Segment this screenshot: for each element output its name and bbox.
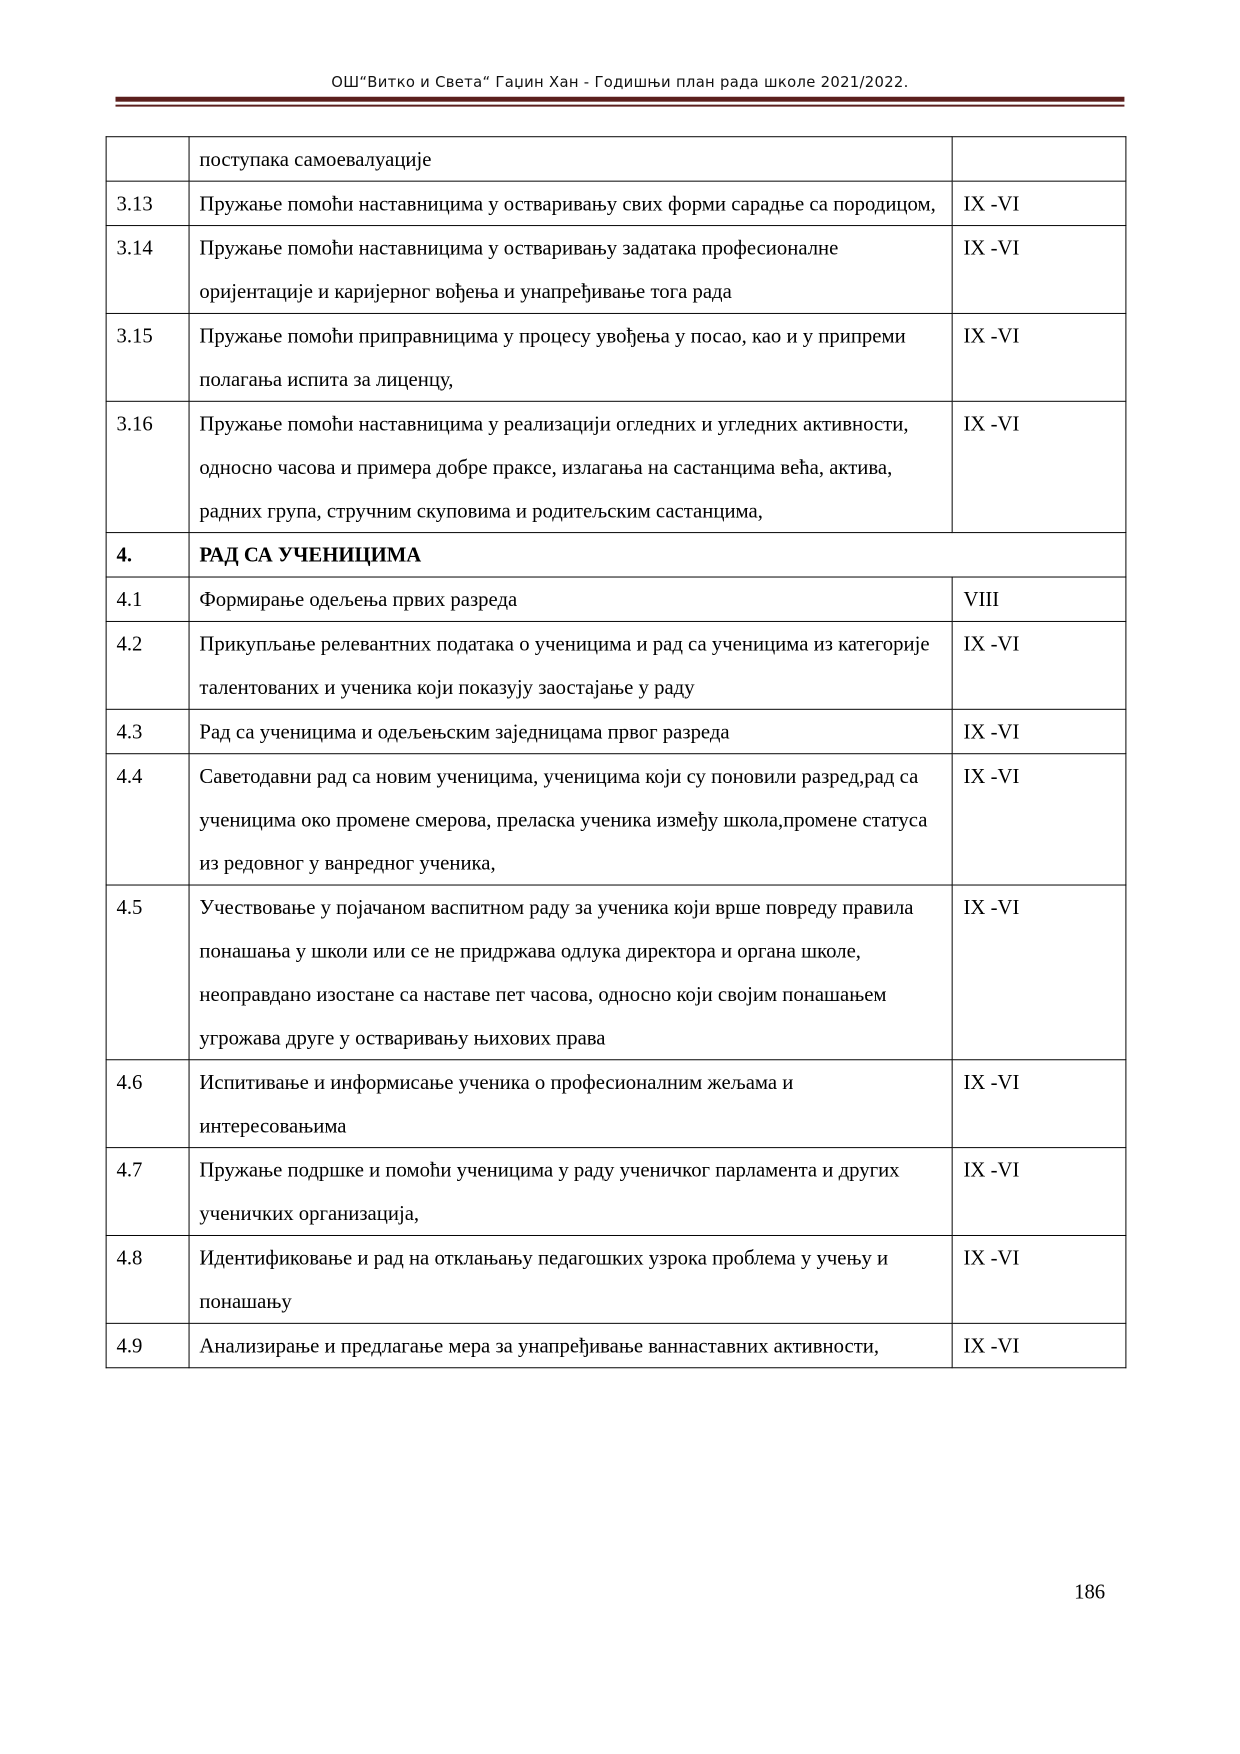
row-activity: поступака самоевалуације bbox=[189, 137, 952, 181]
row-activity: Пружање помоћи наставницима у остваривању свих форми сарадње са породицом, bbox=[189, 181, 952, 225]
row-number: 3.14 bbox=[106, 226, 189, 314]
row-number: 4.3 bbox=[106, 709, 189, 753]
row-number: 4.8 bbox=[106, 1235, 189, 1323]
row-period: IX -VI bbox=[952, 885, 1126, 1060]
row-number: 4. bbox=[106, 533, 189, 577]
header-rule-thin bbox=[116, 105, 1125, 106]
row-number bbox=[106, 137, 189, 181]
row-number: 4.6 bbox=[106, 1060, 189, 1148]
row-activity: Идентификовање и рад на отклањању педагошких узрока проблема у учењу и понашању bbox=[189, 1235, 952, 1323]
table-row bbox=[106, 885, 1126, 1060]
section-row bbox=[106, 533, 1126, 577]
row-period bbox=[952, 137, 1126, 181]
row-activity: Пружање подршке и помоћи ученицима у раду ученичког парламента и других ученичких организација, bbox=[189, 1148, 952, 1236]
table-row bbox=[106, 1060, 1126, 1148]
table-row bbox=[106, 401, 1126, 532]
row-activity: Пружање помоћи наставницима у реализацији огледних и угледних активности, односно часова и примера добре праксе, излагања на састанцима већа, актива, радних група, стручним скуповима и родитељским састанцима, bbox=[189, 401, 952, 532]
row-period: IX -VI bbox=[952, 401, 1126, 532]
table-row bbox=[106, 137, 1126, 181]
row-activity: Испитивање и информисање ученика о професионалним жељама и интересовањима bbox=[189, 1060, 952, 1148]
row-number: 3.15 bbox=[106, 313, 189, 401]
row-period: IX -VI bbox=[952, 1235, 1126, 1323]
row-period: IX -VI bbox=[952, 621, 1126, 709]
table-row bbox=[106, 313, 1126, 401]
row-period: IX -VI bbox=[952, 313, 1126, 401]
table-row bbox=[106, 1323, 1126, 1367]
row-activity: Рад са ученицима и одељењским заједницама првог разреда bbox=[189, 709, 952, 753]
table-row bbox=[106, 181, 1126, 225]
row-period: IX -VI bbox=[952, 1148, 1126, 1236]
table-row bbox=[106, 577, 1126, 621]
row-activity: Анализирање и предлагање мера за унапређивање ваннаставних активности, bbox=[189, 1323, 952, 1367]
activity-table bbox=[106, 136, 1127, 1368]
row-activity: Формирање одељења првих разреда bbox=[189, 577, 952, 621]
row-activity: Саветодавни рад са новим ученицима, ученицима који су поновили разред,рад са ученицима око промене смерова, преласка ученика између школа,промене статуса из редовног у ванредног ученика, bbox=[189, 754, 952, 885]
table-row bbox=[106, 226, 1126, 314]
document-header: ОШ“Витко и Света“ Гаџин Хан - Годишњи план рада школе 2021/2022. bbox=[331, 73, 909, 91]
row-number: 4.9 bbox=[106, 1323, 189, 1367]
row-number: 3.13 bbox=[106, 181, 189, 225]
table-row bbox=[106, 754, 1126, 885]
row-period: IX -VI bbox=[952, 1323, 1126, 1367]
table-row bbox=[106, 1148, 1126, 1236]
row-number: 4.5 bbox=[106, 885, 189, 1060]
section-title: РАД СА УЧЕНИЦИМА bbox=[189, 533, 1126, 577]
row-activity: Прикупљање релевантних података о ученицима и рад са ученицима из категорије талентованих и ученика који показују заостајање у раду bbox=[189, 621, 952, 709]
header-rule-thick bbox=[116, 97, 1125, 102]
row-period: IX -VI bbox=[952, 226, 1126, 314]
table-row bbox=[106, 621, 1126, 709]
row-activity: Учествовање у појачаном васпитном раду за ученика који врше повреду правила понашања у школи или се не придржава одлука директора и органа школе, неоправдано изостане са наставе пет часова, односно који својим понашањем угрожава друге у остваривању њихових права bbox=[189, 885, 952, 1060]
row-number: 4.1 bbox=[106, 577, 189, 621]
table-row bbox=[106, 709, 1126, 753]
row-period: VIII bbox=[952, 577, 1126, 621]
table-row bbox=[106, 1235, 1126, 1323]
row-activity: Пружање помоћи приправницима у процесу увођења у посао, као и у припреми полагања испита за лиценцу, bbox=[189, 313, 952, 401]
row-period: IX -VI bbox=[952, 709, 1126, 753]
row-number: 4.4 bbox=[106, 754, 189, 885]
row-period: IX -VI bbox=[952, 754, 1126, 885]
row-activity: Пружање помоћи наставницима у остваривању задатака професионалне оријентације и каријерног вођења и унапређивање тога рада bbox=[189, 226, 952, 314]
row-number: 4.7 bbox=[106, 1148, 189, 1236]
activity-table-body bbox=[106, 137, 1126, 1368]
page-number: 186 bbox=[1074, 1579, 1106, 1604]
row-period: IX -VI bbox=[952, 1060, 1126, 1148]
row-number: 4.2 bbox=[106, 621, 189, 709]
row-number: 3.16 bbox=[106, 401, 189, 532]
row-period: IX -VI bbox=[952, 181, 1126, 225]
